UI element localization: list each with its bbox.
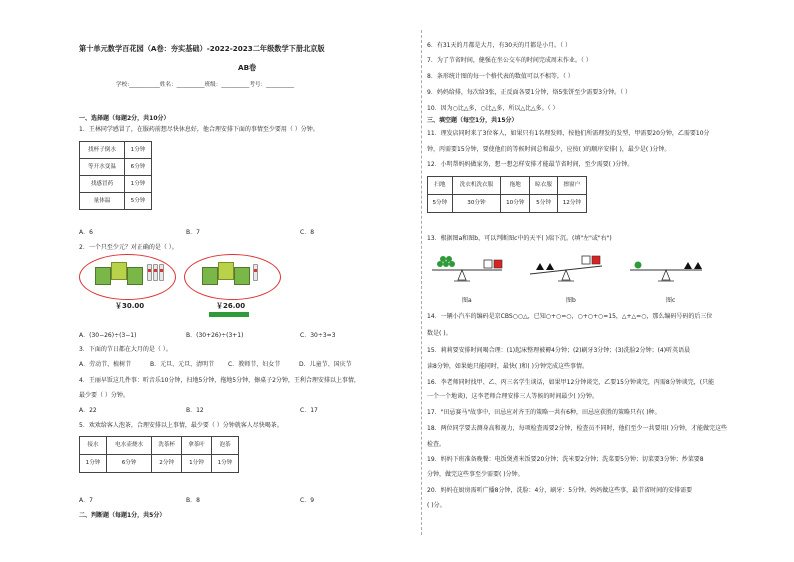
q1-table bbox=[79, 141, 152, 210]
q2-illustration bbox=[79, 254, 279, 314]
question-11-line1: 11．理发店同时来了3位客人，如果只有1名理发师，按他们所需理发的发型，甲需要20分钟，乙需要10分 bbox=[427, 130, 710, 137]
q5-table bbox=[79, 436, 239, 473]
q2-price-left: ￥30.00 bbox=[115, 302, 145, 310]
table-header: 洗茶杯 bbox=[152, 437, 182, 455]
table-cell: 找感冒药 bbox=[80, 176, 125, 193]
question-18-line2: 检查。 bbox=[427, 441, 446, 448]
table-cell: 5分钟 bbox=[530, 195, 557, 213]
question-6: 6．有31天的月都是大月，有30天的月都是小月。（ ） bbox=[427, 42, 571, 49]
q13-label-b: 图b bbox=[566, 297, 576, 304]
table-header: 拖地 bbox=[501, 177, 530, 195]
question-15-line2: 读8分钟，如果她只能同时，最快( )和( )分钟完成这些事情。 bbox=[427, 363, 588, 370]
q13-label-c: 图c bbox=[666, 297, 676, 304]
q4-option-a[interactable]: A．22 bbox=[79, 407, 97, 414]
q2-option-a[interactable]: A．(30−26)÷(3−1) bbox=[79, 332, 137, 339]
table-cell: 2分钟 bbox=[152, 455, 182, 473]
question-14-line1: 14．一辆小汽车的编码是京CBS○○△，已知○+○=○，○+○+○=15，△+△=○，那么编码号码的后三位 bbox=[427, 313, 713, 320]
q2-option-b[interactable]: B．(30+26)÷(3+1) bbox=[186, 332, 244, 339]
section-heading-judge: 二、判断题（每题1分，共5分） bbox=[79, 512, 166, 519]
question-4-line2: 最少要（ ）分钟。 bbox=[79, 392, 129, 399]
question-19-line1: 19．妈妈下班准备晚餐：电饭煲煮米饭要20分钟；洗米要2分钟；洗菜要5分钟；切菜要3分钟；炒菜要8 bbox=[427, 456, 704, 463]
section-heading-choice: 一、选择题（每题2分，共10分） bbox=[79, 115, 170, 122]
section-heading-fill: 三、填空题（每空1分，共15分） bbox=[427, 117, 518, 124]
question-16-line2: 一个一个地谈)，这李老师合理安排三人等候的时间最少( )分钟。 bbox=[427, 393, 598, 400]
question-7: 7．为了节省时间，健强在坐公交车的时间完成周末作业。（ ） bbox=[427, 57, 592, 64]
q2-book-icon bbox=[202, 267, 218, 285]
table-header: 泡茶 bbox=[211, 437, 238, 455]
table-cell: 5分钟 bbox=[428, 195, 453, 213]
table-cell: 等开水变温 bbox=[80, 159, 125, 176]
table-header: 擦窗户 bbox=[557, 177, 586, 195]
question-2: 2．一个只至少元？对正确的是（ ）。 bbox=[79, 244, 178, 251]
q2-book-icon bbox=[111, 262, 127, 280]
table-cell: 5分钟 bbox=[125, 193, 152, 210]
q2-book-icon bbox=[127, 267, 143, 285]
balance-scale-c bbox=[630, 262, 702, 282]
q2-bottle-icon bbox=[147, 264, 152, 281]
table-cell: 量体温 bbox=[80, 193, 125, 210]
table-cell: 1分钟 bbox=[182, 455, 212, 473]
page-title-line2: AB卷 bbox=[238, 63, 257, 72]
question-16-line1: 16．李老师同时找甲、乙、丙三名学生谈话，如果甲12分钟谈完，乙要15分钟谈完，丙需8分钟谈完，(只能 bbox=[427, 379, 715, 386]
q5-option-a[interactable]: A．7 bbox=[79, 497, 93, 504]
question-20-line2: ( )分。 bbox=[427, 502, 446, 509]
q5-option-c[interactable]: C．9 bbox=[300, 497, 315, 504]
q2-bottle-icon bbox=[153, 264, 158, 281]
question-19-line2: 分钟，做完这些事至少需要( )分钟。 bbox=[427, 471, 524, 478]
table-cell: 1分钟 bbox=[211, 455, 238, 473]
question-17: 17．"田忌赛马"故事中，田忌应对齐王的策略一共有6种，田忌应获胜的策略只有( )种。 bbox=[427, 409, 661, 416]
question-18-line1: 18．两位同学要去测身高和视力，每项检查需要2分钟，检查员不同时，他们至少一共要用( )分钟，才能做完这些 bbox=[427, 425, 728, 432]
table-header: 扫地 bbox=[428, 177, 453, 195]
question-12: 12．小明帮妈妈做家务，想一想怎样安排才能最节省时间，至少需要( )分钟。 bbox=[427, 161, 634, 168]
page-title: 第十单元数学百花园（A卷：夯实基础）-2022-2023二年级数学下册北京版 bbox=[79, 44, 325, 53]
table-cell: 1分钟 bbox=[80, 455, 107, 473]
q2-price-right: ￥26.00 bbox=[216, 302, 246, 310]
table-cell: 30分钟 bbox=[452, 195, 500, 213]
question-20-line1: 20．妈妈在厨房需听广播8分钟，洗脸：4分，刷牙：5分钟。妈妈做这些事，最节省时间的安排需要 bbox=[427, 487, 693, 494]
q3-option-d[interactable]: D．儿童节、国庆节 bbox=[299, 361, 352, 368]
q5-option-b[interactable]: B．8 bbox=[186, 497, 200, 504]
table-cell: 10分钟 bbox=[501, 195, 530, 213]
table-cell: 6分钟 bbox=[125, 159, 152, 176]
q3-option-b[interactable]: B．元旦、元旦、清明节 bbox=[150, 361, 215, 368]
q3-option-a[interactable]: A．劳动节、植树节 bbox=[79, 361, 132, 368]
question-14-line2: 数是( )。 bbox=[427, 330, 452, 337]
table-header: 拿茶叶 bbox=[182, 437, 212, 455]
column-divider bbox=[421, 30, 422, 535]
balance-scale-b bbox=[530, 256, 602, 281]
q2-option-c[interactable]: C．30÷3=3 bbox=[300, 332, 336, 339]
question-3: 3．下面的节日都在大月的是（ ）。 bbox=[79, 346, 172, 353]
table-cell: 1分钟 bbox=[125, 142, 152, 159]
question-11-line2: 钟，丙需要15分钟，要使他们的等候时间总和最少，应按( )的顺序安排( )，最少是( )分钟。 bbox=[427, 146, 671, 153]
student-info-line: 学校:___________姓名：__________班级：__________考号：__________ bbox=[116, 82, 295, 88]
question-5: 5．欢欢给客人泡茶，合理安排以上事情，最少要（ ）分钟就客人尽快喝茶。 bbox=[79, 422, 283, 429]
q13-label-a: 图a bbox=[462, 297, 472, 304]
q12-table bbox=[427, 176, 587, 213]
table-header: 电水壶烧水 bbox=[107, 437, 152, 455]
question-8: 8．条形统计图的每一个格代表的数值可以不相等。（ ） bbox=[427, 73, 574, 80]
question-15-line1: 15．莉莉要安排时间喝合理：(1)起床整理被褥4分钟；(2)刷牙3分钟；(3)洗脸2分钟；(4)听英语晨 bbox=[427, 347, 691, 354]
question-4-line1: 4．王丽早饭这几件事：听音乐10分钟，扫地5分钟，拖地5分钟，擦桌子2分钟，王利合理安排以上事情， bbox=[79, 377, 360, 384]
table-cell: 6分钟 bbox=[107, 455, 152, 473]
q2-bottle-icon bbox=[253, 264, 258, 281]
q3-option-c[interactable]: C．教师节、妇女节 bbox=[228, 361, 281, 368]
table-cell: 12分钟 bbox=[557, 195, 586, 213]
q2-green-bar bbox=[209, 312, 249, 317]
question-1: 1．王林同学感冒了，在服药前想尽快休息好，他合理安排下面的事情至少要用（ ）分钟。 bbox=[79, 126, 319, 133]
q4-option-b[interactable]: B．12 bbox=[186, 407, 204, 414]
table-header: 接水 bbox=[80, 437, 107, 455]
q2-bottle-icon bbox=[159, 264, 164, 281]
table-header: 洗衣机洗衣服 bbox=[452, 177, 500, 195]
question-10: 10．因为○比△多，○比△多，所以△比△多。（ ） bbox=[427, 105, 559, 112]
q2-book-icon bbox=[234, 267, 250, 285]
table-cell: 找杯子倒水 bbox=[80, 142, 125, 159]
q2-book-icon bbox=[218, 262, 234, 280]
table-cell: 1分钟 bbox=[125, 176, 152, 193]
balance-scale-a bbox=[432, 256, 502, 281]
question-9: 9．妈妈给排，每次给3张，正反面各要1分钟，烙5张饼至少需要3分钟。（ ） bbox=[427, 89, 631, 96]
q2-book-icon bbox=[95, 267, 111, 285]
q1-option-c[interactable]: C．8 bbox=[300, 229, 315, 236]
q1-option-a[interactable]: A．6 bbox=[79, 229, 93, 236]
q4-option-c[interactable]: C．17 bbox=[300, 407, 318, 414]
question-13: 13．根据图a和图b，可以判断图c中的天平( )端下沉。(填"左"或"右") bbox=[427, 235, 612, 242]
q1-option-b[interactable]: B．7 bbox=[186, 229, 200, 236]
table-header: 晾衣服 bbox=[530, 177, 557, 195]
